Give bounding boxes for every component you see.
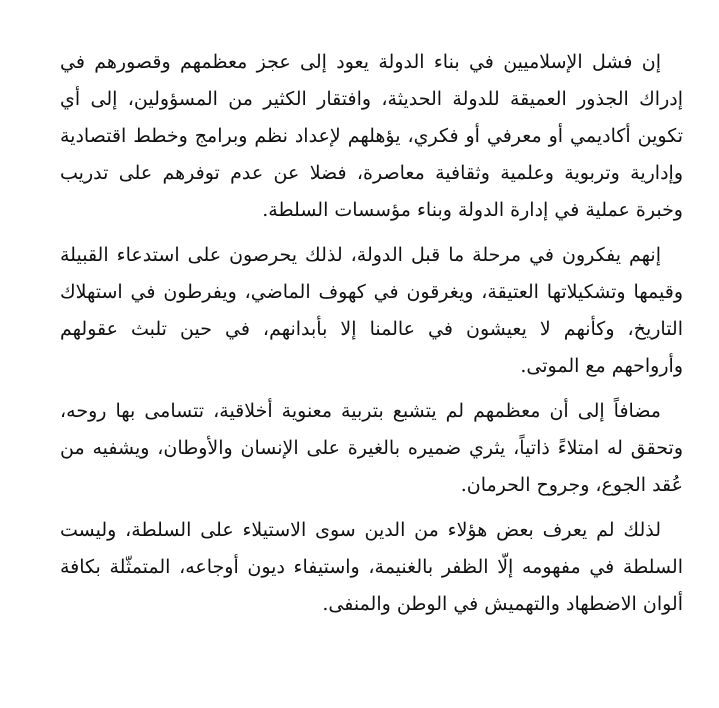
paragraph-4-text: لذلك لم يعرف بعض هؤلاء من الدين سوى الاستيلاء على السلطة، وليست السلطة في مفهومه إلّا الظفر بالغنيمة، واستيفاء ديون أوجاعه، المتمثّلة بكافة ألوان الاضطهاد والتهميش في الوطن والمنفى. [60, 519, 683, 615]
paragraph-3 [60, 393, 683, 504]
paragraph-3-text: مضافاً إلى أن معظمهم لم يتشبع بتربية معنوية أخلاقية، تتسامى بها روحه، وتحقق له امتلاءً ذاتياً، يثري ضميره بالغيرة على الإنسان والأوطان، ويشفيه من عُقد الجوع، وجروح الحرمان. [60, 400, 683, 496]
paragraph-1 [60, 44, 683, 229]
article-text [60, 44, 683, 631]
paragraph-1-text: إن فشل الإسلاميين في بناء الدولة يعود إلى عجز معظمهم وقصورهم في إدراك الجذور العميقة للدولة الحديثة، وافتقار الكثير من المسؤولين، إلى أي تكوين أكاديمي أو معرفي أو فكري، يؤهلهم لإعداد نظم وبرامج وخطط اقتصادية وإدارية وتربوية وعلمية وثقافية معاصرة، فضلا عن عدم توفرهم على تدريب وخبرة عملية في إدارة الدولة وبناء مؤسسات السلطة. [60, 51, 683, 221]
paragraph-2 [60, 237, 683, 385]
paragraph-4 [60, 512, 683, 623]
paragraph-2-text: إنهم يفكرون في مرحلة ما قبل الدولة، لذلك يحرصون على استدعاء القبيلة وقيمها وتشكيلاتها العتيقة، ويغرقون في كهوف الماضي، ويفرطون في استهلاك التاريخ، وكأنهم لا يعيشون في عالمنا إلا بأبدانهم، في حين تلبث عقولهم وأرواحهم مع الموتى. [60, 244, 684, 377]
